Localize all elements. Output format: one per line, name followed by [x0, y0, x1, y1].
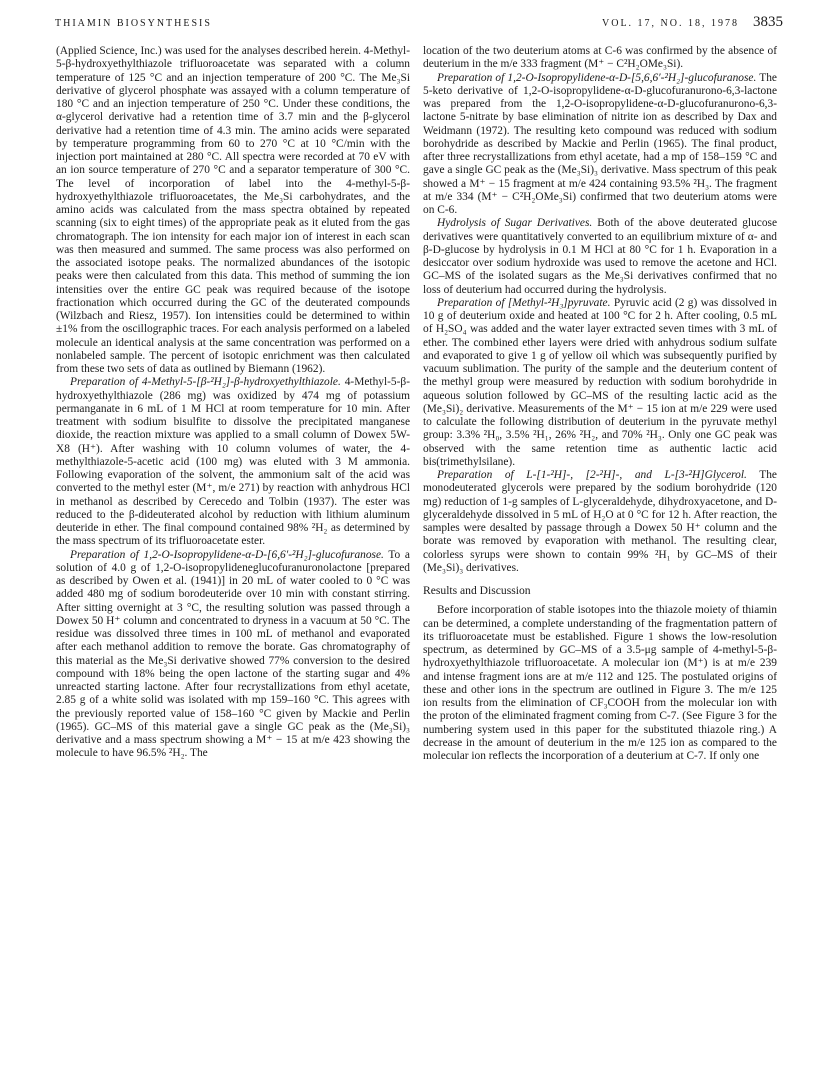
paragraph-body: 4-Methyl-5-β-hydroxyethylthiazole (286 mg) was oxidized by 474 mg of potassium permanganate in 6 mL of 1 M HCl at room temperature for 10 min. After treatment with sodium bisulfite to dissolve the precipitated manganese dioxide, the reaction mixture was applied to a small column of Dowex 5W-X8 (H⁺). After washing with 10 column volumes of water, the 4-methylthiazole-5-acetic acid (100 mg) was eluted with 3 M ammonia. Following evaporation of the solvent, the ammonium salt of the acid was converted to the methyl ester (M⁺, m/e 271) by reaction with anhydrous HCl in methanol as described by Cerecedo and Tolbin (1937). The ester was reduced to the β-dideuterated alcohol by reduction with lithium aluminum deuteride in ether. The final compound contained 98% ²H₂ as determined by the mass spectrum of its trifluoroacetate ester.	[56, 376, 410, 548]
paragraph-keto-glucofuranose-prep	[423, 72, 777, 218]
paragraph-body: Pyruvic acid (2 g) was dissolved in 10 g of deuterium oxide and heated at 100 °C for 2 h. After cooling, 0.5 mL of H₂SO₄ was added and the water layer extracted seven times with 3 mL of ether. The combined ether layers were dried with anhydrous sodium sulfate and evaporated to give 1 g of yellow oil which was subsequently purified by vacuum sublimation. The purity of the sample and the deuterium content of the methyl group were measured by reduction with sodium borohydride in aqueous solution followed by GC–MS of the resulting lactic acid as the (Me₃Si)₂ derivative. Measurements of the M⁺ − 15 ion at m/e 229 were used to calculate the following distribution of deuterium in the pyruvate methyl group: 3.3% ²H₀, 3.5% ²H₁, 26% ²H₂, and 70% ²H₃. Only one GC peak was observed with the same retention time as authentic lactic acid bis(trimethylsilane).	[423, 296, 777, 468]
paragraph-gc-methods: (Applied Science, Inc.) was used for the analyses described herein. 4-Methyl-5-β-hydroxyethylthiazole trifluoroacetate was separated with a column temperature of 125 °C and an injection temperature of 200 °C. The Me₃Si derivative of glycerol phosphate was assayed with a column temperature of 180 °C and an injection temperature of 250 °C. Under these conditions, the α-glycerol derivative had a retention time of 3.7 min and the β-glycerol derivative had a retention time of 4.3 min. The amino acids were separated by temperature programming from 60 to 270 °C at 10 °C/min with the injection port maintained at 280 °C. All spectra were recorded at 70 eV with an ion source temperature of 270 °C and a separator temperature of 300 °C. The level of incorporation of label into the 4-methyl-5-β-hydroxyethylthiazole trifluoroacetates, the Me₃Si carbohydrates, and the amino acids was calculated from the mass spectra obtained by repeated scanning (six to eight times) of the appropriate peak as it eluted from the gas chromatograph. The ion intensity for each major ion of interest in each scan was then measured and summed. The same process was also performed on the associated isotope peaks. The normalized abundances of the isotopic peaks were then calculated from this data. This method of summing the ion intensities over the entire GC peak was required because of the isotope fractionation which occurred during the GC of the deuterated compounds (Wilzbach and Riesz, 1957). Ion intensities could be determined to within ±1% from the oscillographic traces. For each analysis performed on a labeled molecule an identical analysis at the same concentration was performed on a nonlabeled sample. The percent of isotopic enrichment was then calculated from these two sets of data as outlined by Biemann (1962).	[56, 45, 410, 375]
volume-info: VOL. 17, NO. 18, 1978	[602, 18, 739, 29]
paragraph-hydrolysis	[423, 217, 777, 297]
paragraph-body: Both of the above deuterated glucose derivatives were quantitatively converted to an equilibrium mixture of α- and β-D-glucose by hydrolysis in 0.1 M HCl at 80 °C for 1 h. Evaporation in a desiccator over sodium hydroxide was used to remove the acetone and HCl. GC–MS of the isolated sugars as the Me₃Si derivatives confirmed that no loss of deuterium had occurred during the hydrolysis.	[423, 217, 778, 296]
subsection-title: Preparation of L-[1-²H]-, [2-²H]-, and L-[3-²H]Glycerol.	[437, 469, 747, 481]
paragraph-glucofuranose-prep	[56, 549, 410, 761]
subsection-title: Hydrolysis of Sugar Derivatives.	[437, 217, 593, 230]
paragraph-continued: location of the two deuterium atoms at C-6 was confirmed by the absence of deuterium in the m/e 333 fragment (M⁺ − C²H₂OMe₃Si).	[423, 45, 777, 71]
paragraph-body: The monodeuterated glycerols were prepared by the sodium borohydride (120 mg) reduction of 1-g samples of L-glyceraldehyde, dihydroxyacetone, and D-glyceraldehyde dissolved in 5 mL of H₂O at 0 °C for 12 h. After reaction, the samples were desalted by passage through a Dowex 50 H⁺ column and the borate was removed by evaporation with methanol. The resulting clear, colorless syrups were shown to contain 99% ²H₁ by GC–MS of their (Me₃Si)₃ derivatives.	[423, 469, 777, 574]
right-column	[423, 45, 777, 763]
page-header	[55, 14, 783, 38]
page-number: 3835	[753, 14, 783, 30]
running-title: THIAMIN BIOSYNTHESIS	[55, 18, 212, 29]
header-right	[602, 14, 783, 31]
subsection-title: Preparation of 1,2-O-Isopropylidene-α-D-[6,6′-²H₂]-glucofuranose.	[70, 548, 384, 561]
section-heading: Results and Discussion	[423, 584, 531, 597]
subsection-title: Preparation of [Methyl-²H₃]pyruvate.	[437, 296, 611, 309]
subsection-title: Preparation of 1,2-O-Isopropylidene-α-D-[5,6,6′-²H₂]-glucofuranose.	[437, 71, 757, 84]
paragraph-glycerol-prep	[423, 469, 777, 575]
left-column	[56, 45, 410, 761]
paragraph-body: To a solution of 4.0 g of 1,2-O-isopropylideneglucofuranuronolactone [prepared as described by Owen et al. (1941)] in 20 mL of water cooled to 0 °C was added 480 mg of sodium borodeuteride over 10 min with constant stirring. After sitting overnight at 3 °C, the resulting solution was passed through a Dowex 50 H⁺ column and concentrated to dryness in a vacuum at 50 °C. The residue was dissolved three times in 100 mL of methanol and evaporated after each methanol addition to remove the borate. Gas chromatography of this material as the Me₃Si derivative showed 77% conversion to the desired compound with 18% being the open lactone of the starting sugar and 4% unreacted starting lactone. After four recrystallizations from ethyl acetate, 2.85 g of a white solid was isolated with mp 159–160 °C. This agrees with the previously reported value of 158–160 °C given by Mackie and Perlin (1965). GC–MS of this material gave a single GC peak as the (Me₃Si)₃ derivative and a mass spectrum showing a M⁺ − 15 at m/e 423 showing the molecule to have 96.5% ²H₂. The	[56, 548, 410, 760]
paragraph-results: Before incorporation of stable isotopes into the thiazole moiety of thiamin can be determined, a complete understanding of the fragmentation pattern of its trifluoroacetate must be established. Figure 1 shows the low-resolution spectrum, as determined by GC–MS of a 3.5-μg sample of 4-methyl-5-β-hydroxyethylthiazole trifluoroacetate. A molecular ion (M⁺) is at m/e 239 and intense fragment ions are at m/e 112 and 125. The postulated origins of these and other ions in the spectrum are outlined in Figure 3. The m/e 125 ion results from the elimination of CF₃COOH from the molecular ion with the proton of the eliminated fragment coming from C-7. (See Figure 3 for the numbering system used in this paper for the substituted thiazole ring.) A decrease in the amount of deuterium in the m/e 125 ion as compared to the molecular ion reflects the incorporation of a deuterium at C-7. If only one	[423, 604, 777, 762]
subsection-title: Preparation of 4-Methyl-5-[β-²H₂]-β-hydroxyethylthiazole.	[70, 376, 341, 389]
paragraph-thiazole-prep	[56, 376, 410, 548]
paragraph-body: The 5-keto derivative of 1,2-O-isopropylidene-α-D-glucofuranurono-6,3-lactone was prepared from the 1,2-O-isopropylidene-α-D-glucofuranurono-6,3-lactone 5-nitrate by base elimination of nitrite ion as described by Dax and Weidmann (1972). The resulting keto compound was reduced with sodium borohydride as described by Mackie and Perlin (1965). The final product, after three recrystallizations from ethyl acetate, had a mp of 158–159 °C and gave a single GC peak as the (Me₃Si)₃ derivative. Mass spectrum of this peak showed a M⁺ − 15 fragment at m/e 424 containing 93.5% ²H₃. The fragment at m/e 334 (M⁺ − C²H₂OMe₃Si) confirmed that two deuterium atoms were on C-6.	[423, 71, 777, 216]
paragraph-pyruvate-prep	[423, 297, 777, 469]
